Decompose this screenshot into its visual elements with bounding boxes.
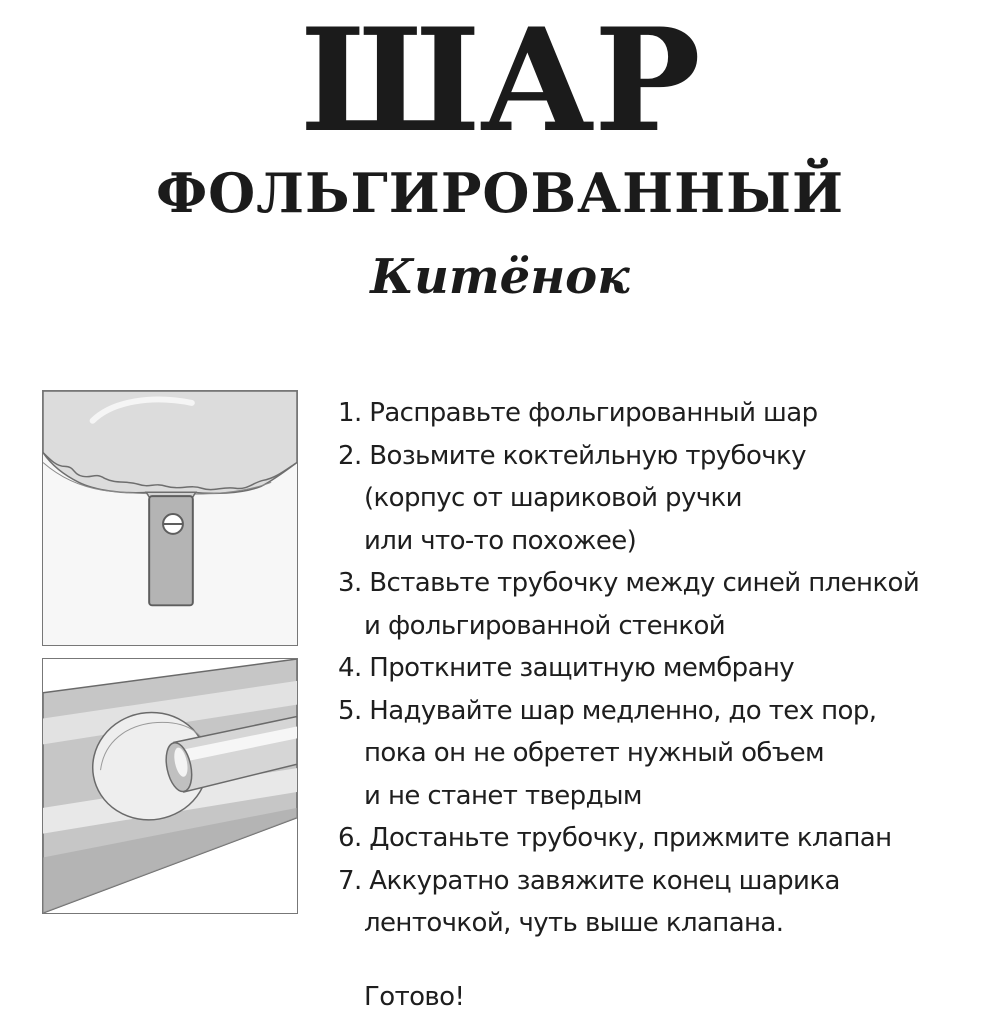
product-name: Китёнок <box>370 249 630 305</box>
step-6-text: 6. Достаньте трубочку, прижмите клапан <box>338 823 892 853</box>
step-2-text-cont: или что-то похожее) <box>364 525 637 556</box>
list-item <box>338 435 988 563</box>
step-3-text: 3. Вставьте трубочку между синей пленкой <box>338 568 920 598</box>
page-title: ШАР <box>300 0 700 164</box>
step-5-text: 5. Надувайте шар медленно, до тех пор, <box>338 695 877 726</box>
step-1-text: 1. Расправьте фольгированный шар <box>338 398 818 428</box>
step-7-text-cont: ленточкой, чуть выше клапана. <box>364 908 784 938</box>
step-3-text-cont: и фольгированной стенкой <box>364 610 726 641</box>
step-2-text: 2. Возьмите коктейльную трубочку <box>338 440 806 471</box>
list-item <box>338 690 988 818</box>
instructions-list <box>338 392 988 945</box>
straw-insertion-illustration <box>42 658 298 914</box>
step-2-text-cont: (корпус от шариковой ручки <box>364 483 742 513</box>
step-7-text: 7. Аккуратно завяжите конец шарика <box>338 865 840 896</box>
list-item <box>338 860 988 945</box>
straw-insertion-icon <box>43 659 297 913</box>
list-item <box>338 562 988 647</box>
list-item <box>338 647 988 690</box>
step-5-text-cont: и не станет твердым <box>364 780 642 811</box>
step-5-text-cont: пока он не обретет нужный объем <box>364 738 825 768</box>
balloon-valve-illustration <box>42 390 298 646</box>
page-subtitle: ФОЛЬГИРОВАННЫЙ <box>155 161 845 225</box>
step-4-text: 4. Проткните защитную мембрану <box>338 653 795 683</box>
closing-text: Готово! <box>364 982 465 1012</box>
list-item <box>338 392 988 435</box>
list-item <box>338 817 988 860</box>
balloon-valve-icon <box>43 391 297 645</box>
